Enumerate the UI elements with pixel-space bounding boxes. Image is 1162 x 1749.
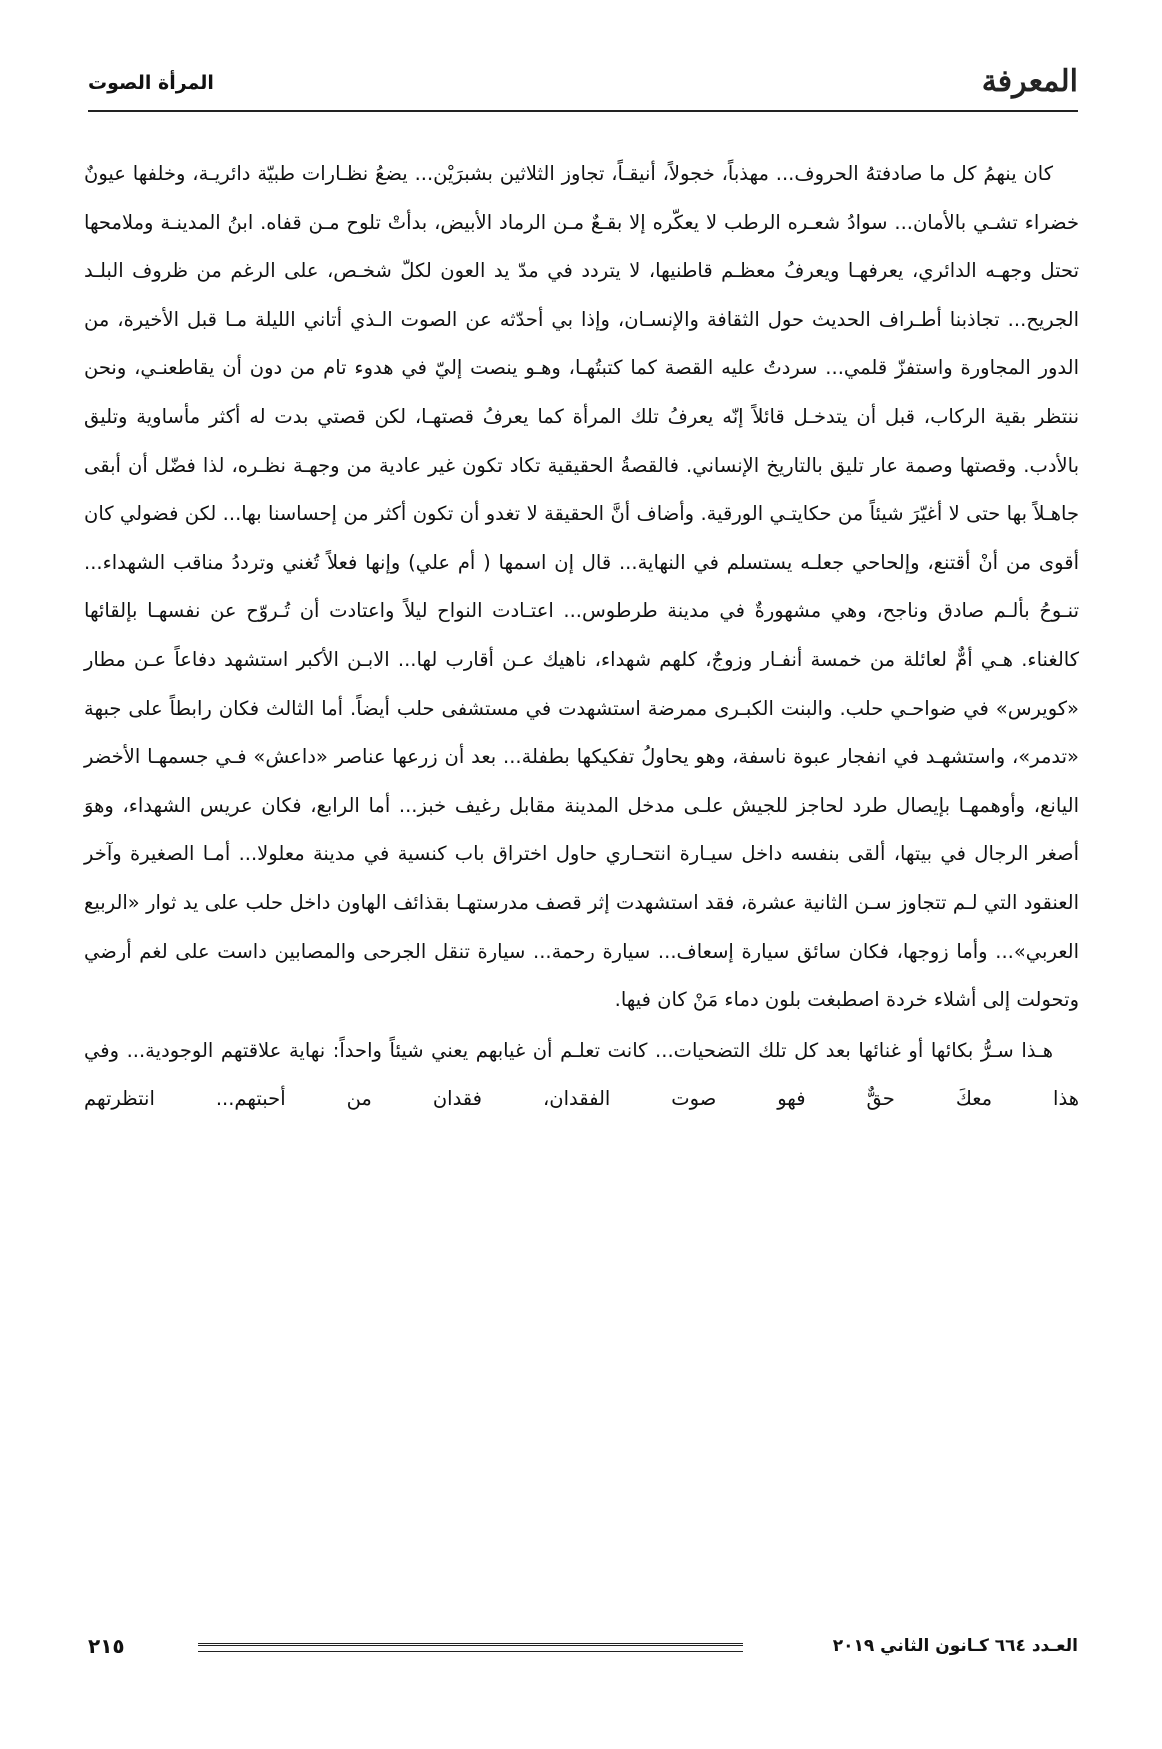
issue-info: العـدد ٦٦٤ كـانون الثاني ٢٠١٩ xyxy=(832,1636,1078,1656)
body-paragraph-2: هـذا سـرُّ بكائها أو غنائها بعد كل تلك التضحيات... كانت تعلـم أن غيابهم يعني شيئاً واحداً: نهاية علاقتهم الوجودية... وفي هذا معكَ حقٌّ فهو صوت الفقدان، فقدان من أحبتهم... انتظرتهم xyxy=(84,1038,1079,1111)
page-header xyxy=(88,56,1078,116)
article-body xyxy=(84,150,1079,1124)
journal-logo: المعرفة xyxy=(981,64,1078,99)
body-paragraph-1: كان ينهمُ كل ما صادفتهُ الحروف... مهذباً، خجولاً، أنيقـاً، تجاوز الثلاثين بشبرَيْن... يضعُ نظـارات طبيّة دائريـة، وخلفها عيونٌ خضراء تشـي بالأمان... سوادُ شعـره الرطب لا يعكّره إلا بقـعٌ مـن الرماد الأبيض، بدأتْ تلوح مـن قفاه. ابنُ المدينـة وملامحها تحتل وجهـه الدائري، يعرفهـا ويعرفُ معظـم قاطنيها، لا يتردد في مدّ يد العون لكلّ شخـص، على الرغم من ظروف البلـد الجريح... تجاذبنا أطـراف الحديث حول الثقافة والإنسـان، وإذا بي أحدّثه عن الصوت الـذي أتاني الليلة مـا قبل الأخيرة، من الدور المجاورة واستفزّ قلمي... سردتُ عليه القصة كما كتبتُهـا، وهـو ينصت إليّ في هدوء تام من دون أن يقاطعنـي، ونحن ننتظر بقية الركاب، قبل أن يتدخـل قائلاً إنّه يعرفُ تلك المرأة كما يعرفُ قصتهـا، لكن قصتي بدت له أكثر مأساوية وتليق بالأدب. وقصتها وصمة عار تليق بالتاريخ الإنساني. فالقصةُ الحقيقية تكاد تكون غير عادية من وجهـة نظـره، لذا فضّل أن أبقى جاهـلاً بها حتى لا أغيّرَ شيئاً من حكايتـي الورقية. وأضاف أنَّ الحقيقة لا تغدو أن تكون أكثر من إحساسنا بها... لكن فضولي كان أقوى من أنْ أقتنع، وإلحاحي جعلـه يستسلم في النهاية... قال إن اسمها ( أم علي) وإنها فعلاً تُغني وترددُ مناقب الشهداء... تنـوحُ بألـم صادق وناجح، وهي مشهورةٌ في مدينة طرطوس... اعتـادت النواح ليلاً واعتادت أن تُـروّح عن نفسهـا بإلقائها كالغناء. هـي أمٌّ لعائلة من خمسة أنفـار وزوجٌ، كلهم شهداء، ناهيك عـن أقارب لها... الابـن الأكبر استشهد دفاعاً عـن مطار «كويرس» في ضواحـي حلب. والبنت الكبـرى ممرضة استشهدت في مستشفى حلب أيضاً. أما الثالث فكان رابطاً على جبهة «تدمر»، واستشهـد في انفجار عبوة ناسفة، وهو يحاولُ تفكيكها بطفلة... بعد أن زرعها عناصر «داعش» فـي جسمهـا الأخضر اليانع، وأوهمهـا بإيصال طرد لحاجز للجيش علـى مدخل المدينة مقابل رغيف خبز... أما الرابع، فكان عريس الشهداء، وهوَ أصغر الرجال في بيتها، ألقى بنفسه داخل سيـارة انتحـاري حاول اختراق باب كنسية في مدينة معلولا... أمـا الصغيرة وآخر العنقود التي لـم تتجاوز سـن الثانية عشرة، فقد استشهدت إثر قصف مدرستهـا بقذائف الهاون داخل حلب على يد ثوار «الربيع العربي»... وأما زوجها، فكان سائق سيارة إسعاف... سيارة رحمة... سيارة تنقل الجرحى والمصابين داست على لغم أرضي وتحولت إلى أشلاء خردة اصطبغت بلون دماء مَنْ كان فيها. xyxy=(84,162,1079,1012)
header-divider xyxy=(88,110,1078,112)
page-number: ٢١٥ xyxy=(88,1634,125,1658)
page-footer xyxy=(88,1630,1078,1666)
footer-divider xyxy=(198,1643,743,1646)
footer-divider-thin xyxy=(198,1651,743,1652)
article-title: المرأة الصوت xyxy=(88,72,214,94)
